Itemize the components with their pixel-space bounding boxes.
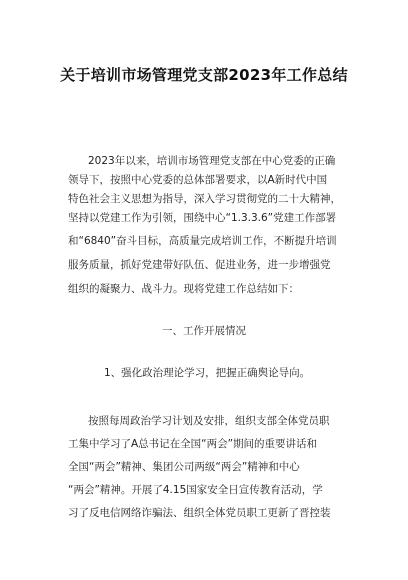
intro-line-6: 服务质量，抓好党建带好队伍、促进业务，进一步增强党 <box>68 259 331 271</box>
body-line-4: “两会”精神。开展了4.15国家安全日宣传教育活动，学 <box>68 484 323 496</box>
intro-line-1: 2023年以来，培训市场管理党支部在中心党委的正确 <box>88 155 336 167</box>
body-line-2: 工集中学习了A总书记在全国“两会”期间的重要讲话和 <box>68 438 318 450</box>
intro-line-4: 坚持以党建工作为引领，围绕中心“1.3.3.6”党建工作部署 <box>68 212 337 224</box>
subsection-heading: 1、强化政治理论学习，把握正确舆论导向。 <box>104 367 311 379</box>
body-line-1: 按照每周政治学习计划及安排，组织支部全体党员职 <box>88 415 330 427</box>
intro-line-2: 领导下，按照中心党委的总体部署要求，以A新时代中国 <box>68 174 328 186</box>
intro-line-5: 和“6840”奋斗目标，高质量完成培训工作，不断提升培训 <box>68 235 337 247</box>
intro-line-7: 组织的凝聚力、战斗力。现将党建工作总结如下： <box>68 283 299 295</box>
section-heading: 一、工作开展情况 <box>162 325 246 337</box>
body-line-5: 习了反电信网络诈骗法、组织全体党员职工更新了晋控装 <box>68 507 331 519</box>
body-line-3: 全国“两会”精神、集团公司两级“两会”精神和中心 <box>68 461 300 473</box>
document-title: 关于培训市场管理党支部2023年工作总结 <box>60 66 348 84</box>
intro-line-3: 特色社会主义思想为指导，深入学习贯彻党的二十大精神， <box>68 193 341 205</box>
